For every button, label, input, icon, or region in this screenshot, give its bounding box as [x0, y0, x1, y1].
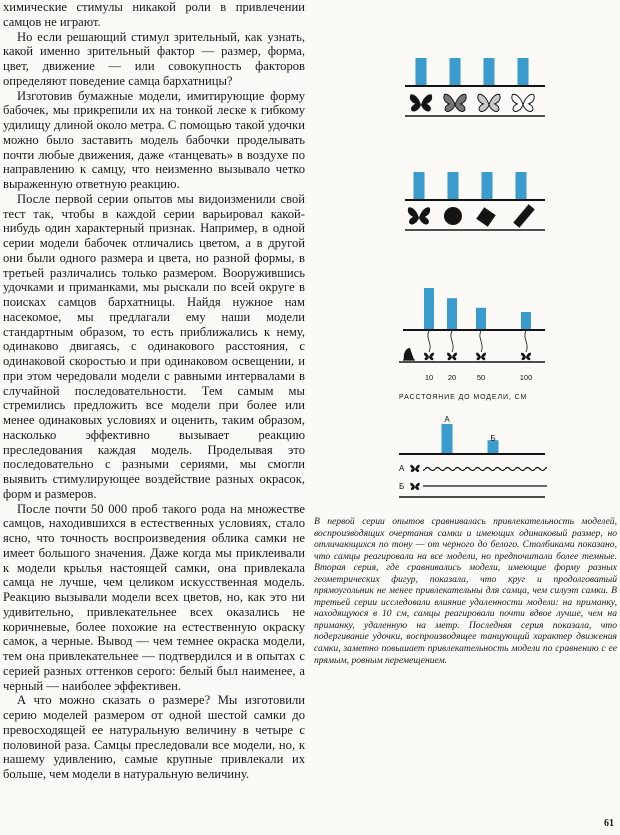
- diamond-shape-model: [476, 207, 495, 226]
- panel-distance-bars: [424, 288, 531, 330]
- butterfly-dark-gray-model: [444, 94, 466, 111]
- fishing-line-50cm: [476, 331, 486, 360]
- tone-bar-1: [416, 58, 427, 86]
- motion-b-butterfly-icon: [410, 483, 419, 490]
- shape-bar-4: [516, 172, 527, 200]
- panel-tone: [405, 58, 545, 116]
- motion-bar-label-a: А: [444, 415, 450, 424]
- motion-a-butterfly-icon: [410, 465, 419, 472]
- paragraph-5: После почти 50 000 проб такого рода на множестве самцов, находившихся в естественных условиях, стало ясно, что точность воспроизведения облика самки не имеет большого значения. Даже когда мы приклеивали к модели крылья настоящей самки, она привлекала самца не лучше, чем целиком искусственная модель. Реакцию вызывали модели всех цветов, но, как это ни удивительно, привлекательнее всех оказались не коричневые, более похожие на естественную окраску самок, а черные. Вывод — чем темнее окраска модели, тем она привлекательнее — подтвердился и в опытах с серией разных оттенков серого: белый был наименее, а черный — наиболее эффективен.: [3, 501, 305, 693]
- shape-bar-1: [414, 172, 425, 200]
- paragraph-4: После первой серии опытов мы видоизменили свой тест так, чтобы в каждой серии варьировал какой-нибудь один характерный признак. Например, в одной серии модели бабочек отличались цветом, а в другой они были одного размера и цвета, но разной формы, в третьей различались только размером. Вооружившись удочками и приманками, мы рыскали по всей округе в поисках самцов бархатницы. Найдя нужное нам насекомое, мы предлагали ему наши модели стандартным образом, то есть приближались к нему, одинаково двигаясь, с одинакового расстояния, с одинаковой скоростью и при одинаковом освещении, и при этом чередовали модели с равными интервалами в случайной последовательности. Тем самым мы стремились предложить все модели при более или менее одинаковых условиях и оценить, таким образом, насколько эффективно вызывает реакцию преследования каждая модель. Проделывая это последовательно с разными сериями, мы смогли выявить стимулирующее воздействие разных окрасок, форм и размеров.: [3, 191, 305, 501]
- shape-bar-3: [482, 172, 493, 200]
- tone-bar-4: [518, 58, 529, 86]
- panel-shape: [405, 172, 545, 230]
- motion-a-wavy-path: [423, 465, 547, 471]
- panel-distance: [399, 288, 545, 401]
- butterfly-shape-model: [408, 207, 430, 224]
- panel-motion: [399, 415, 547, 497]
- tone-bar-3: [484, 58, 495, 86]
- experiment-figure: [395, 40, 555, 510]
- tone-bar-2: [450, 58, 461, 86]
- motion-row-label-a: А: [399, 464, 405, 473]
- distance-tick-10: 10: [424, 373, 434, 382]
- paragraph-2: Но если решающий стимул зрительный, как узнать, какой именно зрительный фактор — размер, форма, цвет, движение — или совокупность факторов определяют поведение самца бархатницы?: [3, 29, 305, 88]
- butterfly-white-model: [512, 94, 534, 111]
- motion-bar-1: [442, 424, 453, 454]
- page-number: 61: [604, 818, 614, 829]
- butterfly-black-model: [410, 94, 432, 111]
- distance-bar-2: [447, 298, 457, 330]
- figure-caption: В первой серии опытов сравнивалась привлекательность моделей, воспроизводящих очертания самки и имеющих одинаковый размер, но отличающихся по тону — от черного до белого. Столбиками показано, что самцы реагировали на все модели, но предпочитали более темные. Вторая серия, где сравнивались модели, имеющие форму разных геометрических фигур, показала, что круг и продолговатый прямоугольник не менее привлекательны для самца, чем силуэт самки. В третьей серии исследовали влияние удаленности модели: на приманку, находящуюся в 10 см, самцы реагировали почти вдвое лучше, чем на приманку, удаленную на метр. Последняя серия показала, что подергивание удочки, воспроизводящее танцующий характер движения самки, заметно повышает привлекательность модели по сравнению с ее прямым, ровным перемещением.: [314, 516, 617, 666]
- main-text-column: [3, 0, 305, 782]
- panel-tone-bars: [416, 58, 529, 86]
- fishing-line-20cm: [447, 331, 457, 360]
- paragraph-1: химические стимулы никакой роли в привлечении самцов не играют.: [3, 0, 305, 29]
- motion-bar-label-b: Б: [490, 434, 496, 443]
- male-butterfly-icon: [403, 348, 415, 360]
- distance-tick-100: 100: [519, 373, 533, 382]
- shape-bar-2: [448, 172, 459, 200]
- motion-row-label-b: Б: [399, 482, 405, 491]
- distance-axis-label: РАССТОЯНИЕ ДО МОДЕЛИ, СМ: [399, 394, 528, 401]
- butterfly-light-gray-model: [478, 94, 500, 111]
- distance-bar-1: [424, 288, 434, 330]
- circle-shape-model: [444, 207, 462, 225]
- fishing-line-10cm: [424, 331, 434, 360]
- paragraph-3: Изготовив бумажные модели, имитирующие форму бабочек, мы прикрепили их на тонкой леске к гибкому удилищу длиной около метра. С помощью такой удочки можно было заставить модель бабочки проделывать почти любые движения, даже «танцевать» в воздухе по направлению к самцу, что неизменно вызывало четко выраженную ответную реакцию.: [3, 88, 305, 191]
- rectangle-shape-model: [513, 204, 535, 228]
- fishing-line-100cm: [521, 331, 531, 360]
- distance-tick-50: 50: [476, 373, 486, 382]
- panel-shape-bars: [414, 172, 527, 200]
- paragraph-6: А что можно сказать о размере? Мы изготовили серию моделей размером от одной шестой самки до превосходящей ее натуральную величину в четыре с половиной раза. Самцы преследовали все модели, но, к нашему удивлению, самые крупные привлекали их больше, чем модели в натуральную величину.: [3, 693, 305, 781]
- distance-bar-3: [476, 308, 486, 330]
- distance-bar-4: [521, 312, 531, 330]
- distance-tick-20: 20: [447, 373, 457, 382]
